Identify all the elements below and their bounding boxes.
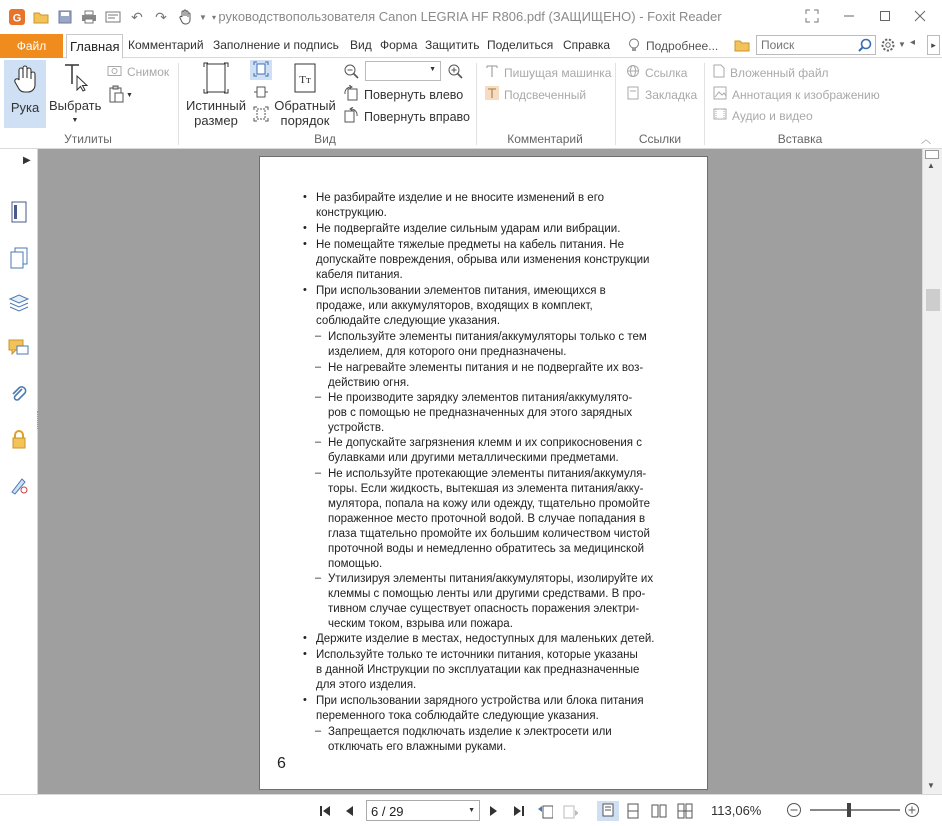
document-text-line: в данной Инструкции по эксплуатации как предназначенные (316, 664, 640, 676)
settings-dropdown-icon[interactable]: ▼ (898, 40, 906, 49)
search-box (756, 35, 876, 55)
save-icon[interactable] (56, 8, 74, 26)
audio-video-button[interactable] (713, 108, 813, 123)
typewriter-button[interactable] (485, 64, 611, 81)
zoom-in-icon (447, 68, 463, 82)
redo-icon[interactable]: ↷ (155, 8, 167, 25)
vertical-scrollbar[interactable] (922, 149, 942, 794)
highlight-button[interactable] (485, 86, 586, 103)
tab-comment[interactable]: Комментарий (128, 38, 204, 52)
dash-marker: – (315, 572, 322, 584)
rotate-right-button[interactable] (343, 107, 470, 126)
bullet-marker: • (303, 222, 307, 234)
zoom-out-slider-icon[interactable] (786, 802, 802, 821)
dash-marker: – (315, 436, 322, 448)
actual-size-icon (203, 62, 229, 98)
document-text-line: мулятора, попала на кожу или одежду, тщательно промойте (328, 498, 651, 510)
zoom-in-slider-icon[interactable] (904, 802, 920, 821)
file-menu-button[interactable]: Файл (0, 34, 63, 58)
hand-tool-quick-icon[interactable] (176, 8, 194, 26)
tab-scroll-left-icon[interactable]: ◂ (910, 37, 916, 48)
ribbon-tab-bar (0, 34, 942, 58)
actual-size-label-1: Истинный (186, 98, 247, 113)
bullet-marker: • (303, 191, 307, 203)
document-text-line: устройств. (328, 422, 385, 434)
document-text-line: тивном случае существует опасность поражения электри- (328, 603, 640, 615)
zoom-in-button[interactable] (447, 63, 463, 82)
status-bar (0, 794, 942, 826)
svg-text:G: G (12, 12, 22, 25)
hand-tool-label: Рука (10, 100, 40, 115)
document-text-line: булавками или другими металлическими предметами. (328, 452, 619, 464)
fit-page-button[interactable] (250, 60, 272, 80)
document-text-line: При использовании зарядного устройства или блока питания (316, 695, 644, 707)
dash-marker: – (315, 330, 322, 342)
zoom-slider-track[interactable] (810, 809, 900, 811)
settings-gear-icon[interactable] (880, 37, 896, 56)
tab-view[interactable]: Вид (350, 38, 372, 52)
clipboard-icon (108, 85, 124, 106)
next-page-icon[interactable] (485, 803, 501, 819)
fit-visible-button[interactable] (253, 106, 269, 125)
document-text-line: торы. Если жидкость, вытекшая из элемента питания/акку- (328, 483, 644, 495)
previous-page-icon[interactable] (342, 803, 358, 819)
tell-me-label: Подробнее... (646, 39, 719, 53)
foxit-logo-icon[interactable] (8, 8, 26, 26)
typewriter-label: Пишущая машинка (504, 65, 612, 80)
search-icon[interactable] (858, 38, 872, 55)
undo-icon[interactable]: ↶ (131, 8, 143, 25)
last-page-icon[interactable] (510, 803, 526, 819)
rotate-left-button[interactable] (343, 85, 463, 104)
hand-tool-button[interactable] (4, 60, 46, 128)
document-text-line: Используйте только те источники питания, которые указаны (316, 649, 638, 661)
document-text-line: Не нагревайте элементы питания и не подвергайте их воз- (328, 362, 644, 374)
scroll-thumb[interactable] (926, 289, 940, 311)
film-icon (713, 108, 727, 123)
image-annotation-button[interactable] (713, 86, 880, 103)
group-separator (615, 63, 616, 145)
link-button[interactable] (626, 64, 687, 81)
attachments-icon[interactable] (8, 383, 30, 405)
bullet-marker: • (303, 238, 307, 250)
document-text-line: Запрещается подключать изделие к электросети или (328, 726, 612, 738)
group-label-insert: Вставка (777, 132, 823, 146)
fit-width-button[interactable] (253, 84, 269, 103)
document-text-line: проточной воды и немедленно обратитесь за медицинской (328, 543, 645, 555)
reverse-order-icon (292, 62, 318, 98)
typewriter-icon (485, 64, 499, 81)
hand-icon (12, 64, 38, 98)
group-label-comment: Комментарий (507, 132, 583, 146)
document-text-line: ров с помощью не предназначенных для этого зарядных (328, 407, 633, 419)
rotate-left-label: Повернуть влево (364, 87, 464, 102)
zoom-out-button[interactable] (343, 63, 359, 82)
link-label: Ссылка (645, 65, 688, 80)
document-text-line: Не подвергайте изделие сильным ударам или вибрации. (316, 223, 621, 235)
customize-quick-access-icon[interactable]: ▾ (211, 12, 216, 22)
document-text-line: соблюдайте следующие указания. (316, 315, 501, 327)
print-icon[interactable] (80, 8, 98, 26)
clipboard-dropdown-icon: ▼ (126, 92, 133, 99)
tab-protect[interactable]: Защитить (425, 38, 480, 52)
group-separator (704, 63, 705, 145)
reverse-order-label-2: порядок (280, 113, 330, 128)
document-text-line: Не используйте протекающие элементы питания/аккумуля- (328, 468, 647, 480)
document-text-line: Не производите зарядку элементов питания/аккумулято- (328, 392, 633, 404)
document-text-line: кабеля питания. (316, 269, 403, 281)
minimize-button[interactable] (834, 6, 864, 26)
document-text-line: для этого изделия. (316, 679, 417, 691)
fit-width-icon (253, 89, 269, 103)
signatures-icon[interactable] (8, 474, 30, 496)
expand-panel-icon[interactable]: ▶ (23, 155, 31, 166)
document-text-line: Утилизируя элементы питания/аккумуляторы, изолируйте их (328, 573, 654, 585)
snapshot-button[interactable] (107, 64, 169, 79)
document-text-line: Не допускайте загрязнения клемм и их соприкосновения с (328, 437, 642, 449)
svg-text:Tт: Tт (299, 74, 311, 86)
continuous-view-icon[interactable] (625, 803, 641, 819)
tab-home[interactable]: Главная (66, 34, 123, 59)
text-select-icon (62, 62, 88, 96)
hand-dropdown-icon[interactable]: ▼ (199, 12, 207, 22)
document-text-line: ческим током, взрыва или пожара. (328, 618, 513, 630)
document-text-line: клеммы с помощью ленты или другими средствами. В про- (328, 588, 646, 600)
actual-size-label-2: размер (194, 113, 238, 128)
zoom-level-combo[interactable] (365, 61, 441, 81)
previous-view-icon[interactable] (537, 803, 553, 819)
document-text-line: переменного тока соблюдайте следующие указания. (316, 710, 599, 722)
zoom-dropdown-icon: ▼ (429, 66, 436, 73)
security-lock-icon[interactable] (8, 428, 30, 450)
group-label-view: Вид (314, 132, 336, 146)
fit-visible-icon (253, 111, 269, 125)
tab-scroll-right-icon[interactable]: ▸ (927, 35, 940, 55)
properties-icon[interactable] (104, 8, 122, 26)
bookmark-icon (626, 86, 640, 103)
tab-fill-sign[interactable]: Заполнение и подпись (213, 38, 339, 52)
document-text-line: пораженное место проточной водой. В случае попадания в (328, 513, 646, 525)
facing-view-icon[interactable] (651, 803, 667, 819)
group-label-links: Ссылки (638, 132, 682, 146)
rotate-left-icon (343, 85, 359, 104)
snapshot-label: Снимок (127, 64, 170, 79)
bookmark-button[interactable] (626, 86, 697, 103)
file-attachment-label: Вложенный файл (730, 65, 829, 80)
document-text-line: отключать его влажными руками. (328, 741, 507, 753)
restore-button[interactable] (870, 6, 900, 26)
rotate-right-icon (343, 107, 359, 126)
page-number: 6 (277, 755, 286, 772)
document-text-line: конструкцию. (316, 207, 387, 219)
file-attachment-button[interactable] (713, 64, 829, 81)
dash-marker: – (315, 391, 322, 403)
document-text-line: действию огня. (328, 377, 410, 389)
page-number-field[interactable] (366, 800, 480, 821)
scroll-up-arrow-icon[interactable]: ▲ (927, 161, 935, 170)
group-separator (178, 63, 179, 145)
open-folder-icon[interactable] (32, 8, 50, 26)
image-annotation-label: Аннотация к изображению (732, 87, 880, 102)
zoom-out-icon (343, 68, 359, 82)
document-text-line: глаза тщательно промойте их большим количеством чистой (328, 528, 650, 540)
image-annotation-icon (713, 86, 727, 103)
fit-page-icon (253, 61, 269, 80)
select-dropdown-icon: ▼ (71, 117, 79, 124)
first-page-icon[interactable] (318, 803, 334, 819)
title-bar (0, 0, 942, 34)
group-label-utilities: Утилиты (64, 132, 112, 146)
document-text-line: Используйте элементы питания/аккумуляторы только с тем (328, 331, 647, 343)
rotate-right-label: Повернуть вправо (364, 109, 470, 124)
select-tool-button[interactable] (49, 62, 101, 128)
zoom-slider-thumb[interactable] (847, 803, 851, 817)
page-dropdown-icon: ▼ (468, 807, 475, 814)
zoom-percent[interactable]: 113,06% (711, 803, 762, 818)
pages-icon[interactable] (8, 247, 30, 269)
document-text-line: изделием, для которого они предназначены. (328, 346, 567, 358)
comments-icon[interactable] (8, 337, 30, 359)
search-input[interactable] (757, 36, 853, 54)
bullet-marker: • (303, 648, 307, 660)
attachment-file-icon (713, 64, 725, 81)
dash-marker: – (315, 467, 322, 479)
split-view-handle[interactable] (925, 150, 939, 159)
navigation-panel (0, 149, 38, 794)
document-text-line: При использовании элементов питания, имеющихся в (316, 285, 606, 297)
document-text-line: Не разбирайте изделие и не вносите изменений в его (316, 192, 605, 204)
bullet-marker: • (303, 694, 307, 706)
reverse-order-button[interactable] (274, 62, 336, 128)
single-page-icon (602, 803, 614, 820)
document-text-line: допускайте повреждения, обрыва или изменения конструкции (316, 254, 650, 266)
tab-share[interactable]: Поделиться (487, 38, 554, 52)
collapse-ribbon-icon[interactable]: ︿ (921, 135, 931, 146)
close-button[interactable] (905, 6, 935, 26)
next-view-icon[interactable] (562, 803, 578, 819)
camera-icon (107, 64, 122, 79)
find-folder-icon[interactable] (734, 38, 750, 55)
tab-help[interactable]: Справка (563, 38, 611, 52)
link-icon (626, 64, 640, 81)
full-screen-icon[interactable] (797, 6, 827, 26)
scroll-down-arrow-icon[interactable]: ▼ (927, 781, 935, 790)
window-title: руководствопользователя Canon LEGRIA HF R806.pdf (ЗАЩИЩЕНО) - Foxit Reader (218, 9, 722, 24)
document-text-line: Держите изделие в местах, недоступных для маленьких детей. (316, 633, 655, 645)
bookmark-label: Закладка (645, 87, 698, 102)
dash-marker: – (315, 725, 322, 737)
highlight-label: Подсвеченный (504, 87, 587, 102)
bullet-marker: • (303, 632, 307, 644)
document-text-line: продаже, или аккумуляторов, входящих в комплект, (316, 300, 593, 312)
document-text-line: помощью. (328, 558, 383, 570)
tell-me[interactable] (628, 38, 718, 56)
continuous-facing-view-icon[interactable] (677, 803, 693, 819)
pdf-page[interactable] (259, 156, 708, 790)
clipboard-button[interactable] (108, 85, 133, 106)
select-tool-label: Выбрать (49, 98, 102, 113)
group-separator (476, 63, 477, 145)
document-text-line: Не помещайте тяжелые предметы на кабель питания. Не (316, 239, 624, 251)
highlight-icon (485, 86, 499, 103)
layers-icon[interactable] (8, 292, 30, 314)
ribbon (0, 59, 942, 149)
page-thumbnails-icon[interactable] (8, 201, 30, 223)
single-page-view-button[interactable] (597, 801, 619, 821)
reverse-order-label-1: Обратный (274, 98, 336, 113)
page-number-value: 6 / 29 (371, 804, 404, 819)
dash-marker: – (315, 361, 322, 373)
tab-form[interactable]: Форма (380, 38, 418, 52)
lightbulb-icon (628, 38, 640, 56)
audio-video-label: Аудио и видео (732, 108, 813, 123)
actual-size-button[interactable] (186, 62, 246, 128)
bullet-marker: • (303, 284, 307, 296)
